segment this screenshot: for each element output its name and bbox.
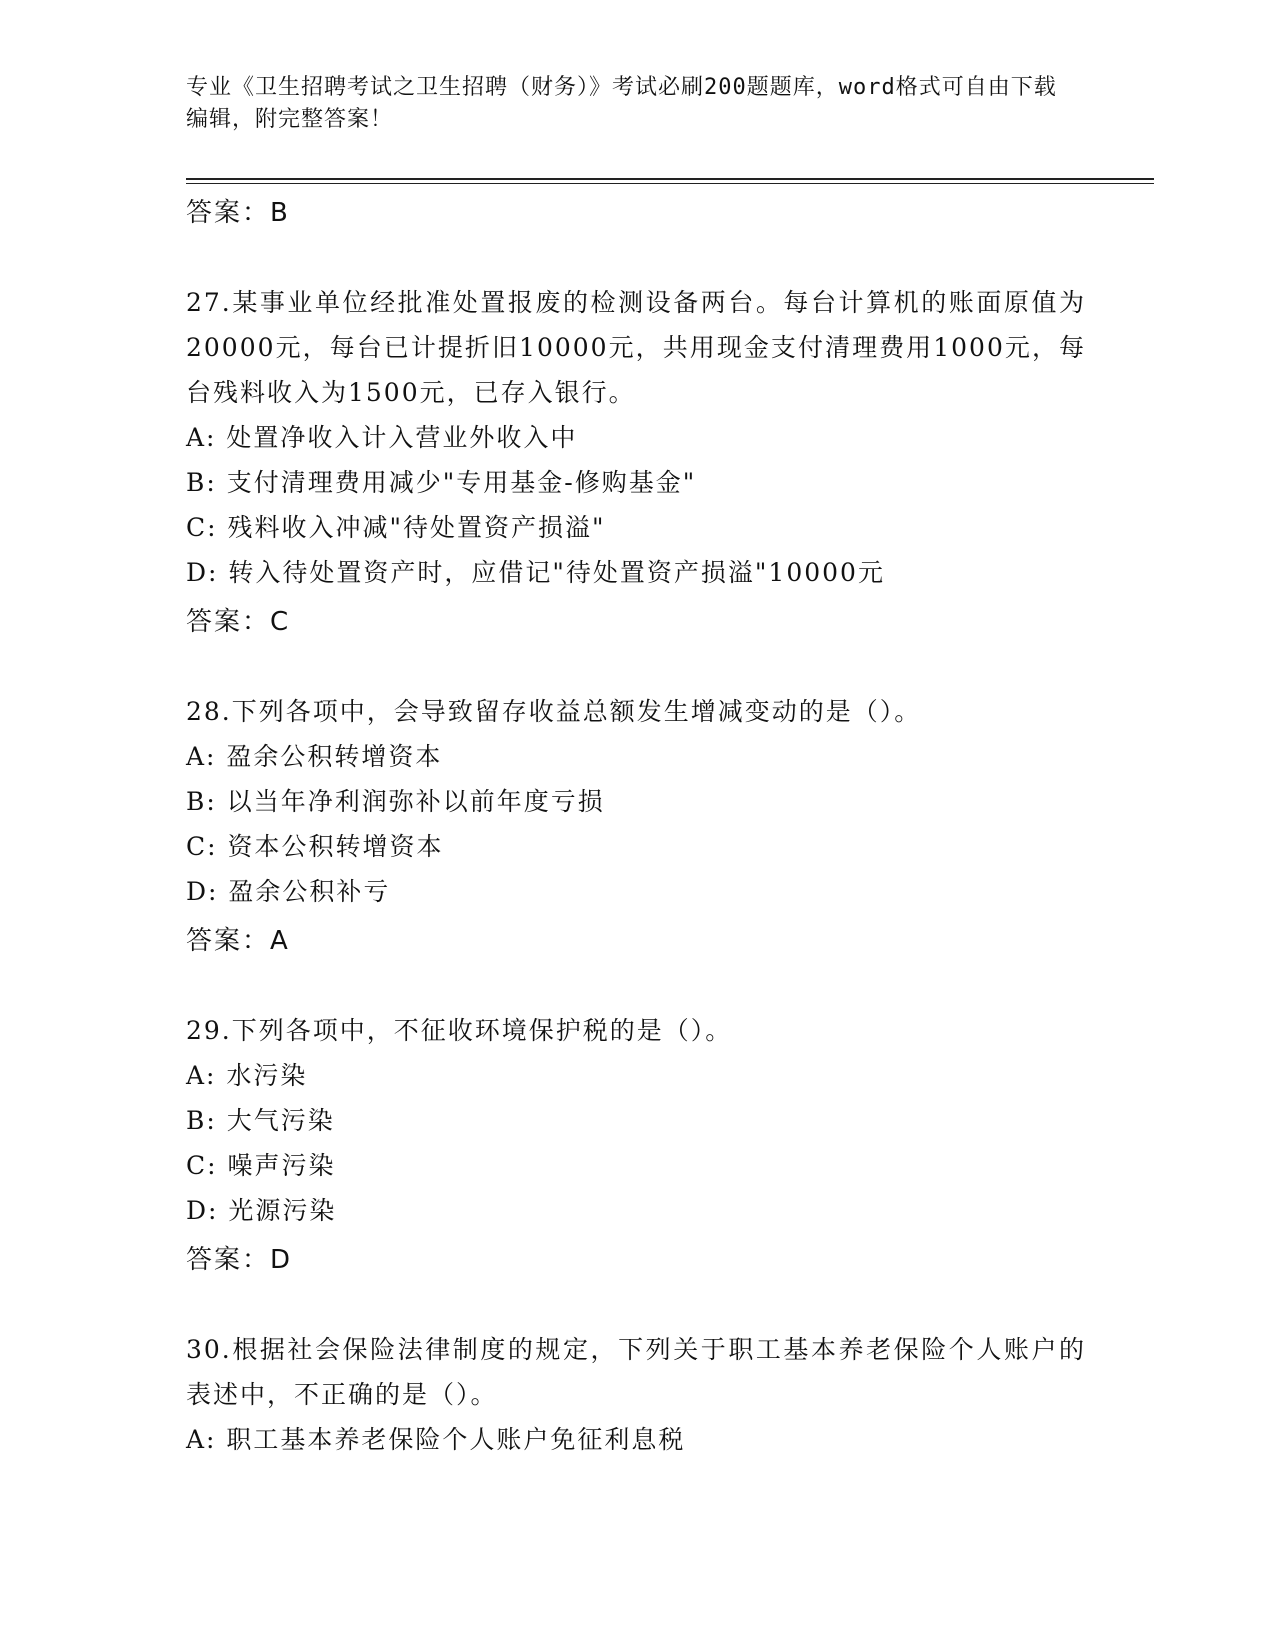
- question-30: [186, 1327, 1086, 1462]
- question-stem: 28.下列各项中，会导致留存收益总额发生增减变动的是（）。: [186, 697, 922, 726]
- question-28: [186, 689, 1086, 968]
- option-d: D: 盈余公积补亏: [186, 877, 391, 906]
- document-header: 专业《卫生招聘考试之卫生招聘（财务）》考试必刷200题题库，word格式可自由下载编辑，附完整答案！: [186, 75, 1057, 132]
- option-d: D: 光源污染: [186, 1196, 337, 1225]
- answer-line: 答案：D: [186, 1245, 293, 1275]
- option-d: D: 转入待处置资产时，应借记"待处置资产损溢"10000元: [186, 558, 885, 587]
- question-29: [186, 1008, 1086, 1287]
- option-b: B: 支付清理费用减少"专用基金-修购基金": [186, 468, 697, 497]
- option-b: B: 以当年净利润弥补以前年度亏损: [186, 787, 605, 816]
- option-a: A: 盈余公积转增资本: [186, 742, 443, 771]
- option-a: A: 处置净收入计入营业外收入中: [186, 423, 578, 452]
- option-a: A: 职工基本养老保险个人账户免征利息税: [186, 1425, 686, 1454]
- option-c: C: 资本公积转增资本: [186, 832, 444, 861]
- header-divider-thick: [186, 178, 1154, 180]
- answer-line: 答案：C: [186, 607, 291, 637]
- question-stem: 29.下列各项中，不征收环境保护税的是（）。: [186, 1016, 733, 1045]
- document-body: [186, 186, 1086, 1462]
- answer-line: 答案：A: [186, 926, 290, 956]
- header-divider-thin: [186, 183, 1154, 184]
- option-c: C: 残料收入冲减"待处置资产损溢": [186, 513, 606, 542]
- question-stem: 30.根据社会保险法律制度的规定，下列关于职工基本养老保险个人账户的表述中，不正确的是（）。: [186, 1335, 1086, 1409]
- option-a: A: 水污染: [186, 1061, 308, 1090]
- question-stem: 27.某事业单位经批准处置报废的检测设备两台。每台计算机的账面原值为20000元，每台已计提折旧10000元，共用现金支付清理费用1000元，每台残料收入为1500元，已存入银行。: [186, 288, 1086, 407]
- option-b: B: 大气污染: [186, 1106, 335, 1135]
- option-c: C: 噪声污染: [186, 1151, 336, 1180]
- previous-question-answer: 答案：B: [186, 198, 290, 228]
- question-27: [186, 280, 1086, 649]
